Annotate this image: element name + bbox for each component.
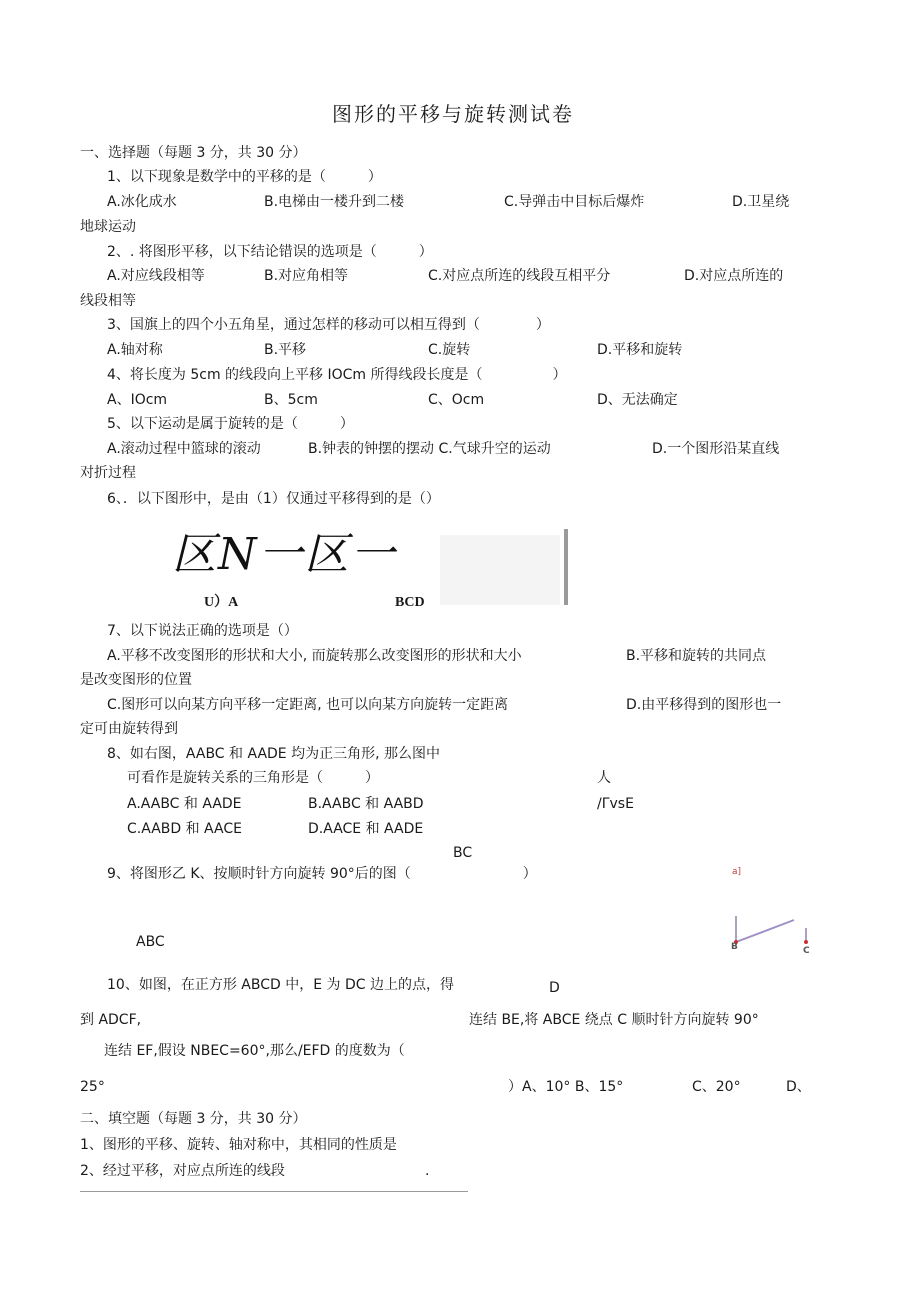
q10-line2-right: 连结 BE,将 ABCE 绕点 C 顺时针方向旋转 90° — [469, 1012, 759, 1028]
q3-option-b: B.平移 — [264, 342, 307, 358]
q10-stem: 10、如图，在正方形 ABCD 中，E 为 DC 边上的点，得 — [107, 977, 454, 993]
fill-q2-end: . — [425, 1163, 430, 1179]
q10-figure-d: D — [549, 980, 560, 996]
q8-figure-bottom: BC — [453, 845, 473, 861]
q7-option-c: C.图形可以向某方向平移一定距离, 也可以向某方向旋转一定距离 — [107, 697, 509, 713]
q1-option-d-cont: 地球运动 — [80, 219, 136, 235]
q1-option-b: B.电梯由一楼升到二楼 — [264, 194, 405, 210]
q10-options-ab: ）A、10° B、15° — [508, 1079, 624, 1095]
q8-figure-mid: /ΓvsE — [597, 796, 634, 812]
q3-option-d: D.平移和旋转 — [597, 342, 683, 358]
q6-label-left: U）A — [204, 595, 239, 610]
q10-option-d: D、 — [786, 1079, 811, 1095]
q9-figure-label-c: C — [803, 946, 810, 956]
q9-options-label: ABC — [136, 934, 165, 950]
q10-option-c: C、20° — [692, 1079, 741, 1095]
q7-option-b: B.平移和旋转的共同点 — [626, 648, 767, 664]
q10-line3: 连结 EF,假设 NBEC=60°,那么/EFD 的度数为（ — [104, 1043, 405, 1059]
q9-figure-label-b: B — [731, 942, 738, 952]
q10-line2-left: 到 ADCF, — [80, 1012, 142, 1028]
page-title: 图形的平移与旋转测试卷 — [332, 102, 574, 126]
q8-option-c: C.AABD 和 AACE — [127, 821, 242, 837]
q4-option-d: D、无法确定 — [597, 392, 678, 408]
q7-option-d: D.由平移得到的图形也一 — [626, 697, 782, 713]
q2-option-c: C.对应点所连的线段互相平分 — [428, 268, 611, 284]
q5-option-d: D.一个图形沿某直线 — [652, 441, 780, 457]
q4-option-a: A、IOcm — [107, 392, 168, 408]
divider-line — [80, 1191, 468, 1192]
q5-stem: 5、以下运动是属于旋转的是（ ） — [107, 416, 354, 432]
q7-option-b-cont: 是改变图形的位置 — [80, 672, 192, 688]
q2-option-a: A.对应线段相等 — [107, 268, 205, 284]
q8-figure-top: 人 — [597, 770, 611, 786]
q1-stem: 1、以下现象是数学中的平移的是（ ） — [107, 169, 382, 185]
q9-stem: 9、将图形乙 K、按顺时针方向旋转 90°后的图（ ） — [107, 866, 537, 882]
faded-figure-bar — [564, 529, 568, 605]
q3-option-c: C.旋转 — [428, 342, 471, 358]
q2-option-b: B.对应角相等 — [264, 268, 349, 284]
q9-figure-tag: a] — [732, 867, 742, 877]
fill-q2: 2、经过平移，对应点所连的线段 — [80, 1163, 285, 1179]
q1-option-c: C.导弹击中目标后爆炸 — [504, 194, 645, 210]
fill-q1: 1、图形的平移、旋转、轴对称中，其相同的性质是 — [80, 1137, 397, 1153]
q9-figure-slant-line — [736, 920, 794, 942]
q6-figure-glyphs: 区N一区一 — [172, 529, 397, 580]
q7-option-d-cont: 定可由旋转得到 — [80, 721, 178, 737]
q7-stem: 7、以下说法正确的选项是（） — [107, 623, 298, 639]
q8-stem-2: 可看作是旋转关系的三角形是（ ） — [127, 770, 379, 786]
q5-option-a: A.滚动过程中篮球的滚动 — [107, 441, 261, 457]
q1-option-a: A.冰化成水 — [107, 194, 177, 210]
q5-option-d-cont: 对折过程 — [80, 465, 136, 481]
q2-stem: 2、. 将图形平移，以下结论错误的选项是（ ） — [107, 244, 433, 260]
q9-figure — [728, 910, 818, 950]
q4-option-c: C、Ocm — [428, 392, 485, 408]
q6-figure-faded — [440, 515, 580, 615]
q2-option-d-cont: 线段相等 — [80, 293, 136, 309]
q8-option-b: B.AABC 和 AABD — [308, 796, 424, 812]
q3-option-a: A.轴对称 — [107, 342, 163, 358]
q1-option-d: D.卫星绕 — [732, 194, 790, 210]
q3-stem: 3、国旗上的四个小五角星，通过怎样的移动可以相互得到（ ） — [107, 317, 550, 333]
q2-option-d: D.对应点所连的 — [684, 268, 784, 284]
q8-option-a: A.AABC 和 AADE — [127, 796, 242, 812]
q4-stem: 4、将长度为 5cm 的线段向上平移 IOCm 所得线段长度是（ ） — [107, 367, 567, 383]
q6-label-right: BCD — [395, 595, 425, 610]
q8-option-d: D.AACE 和 AADE — [308, 821, 424, 837]
q4-option-b: B、5cm — [264, 392, 318, 408]
q7-option-a: A.平移不改变图形的形状和大小, 而旋转那么改变图形的形状和大小 — [107, 648, 522, 664]
q6-stem: 6、．以下图形中，是由（1）仅通过平移得到的是（） — [107, 491, 440, 507]
q10-line4-left: 25° — [80, 1079, 105, 1095]
section2-heading: 二、填空题（每题 3 分，共 30 分） — [80, 1111, 307, 1127]
faded-figure-area — [440, 535, 560, 605]
section1-heading: 一、选择题（每题 3 分，共 30 分） — [80, 145, 307, 161]
q8-stem: 8、如右图，AABC 和 AADE 均为正三角形, 那么图中 — [107, 746, 441, 762]
q9-point-c — [804, 940, 808, 944]
q5-option-bc: B.钟表的钟摆的摆动 C.气球升空的运动 — [308, 441, 551, 457]
